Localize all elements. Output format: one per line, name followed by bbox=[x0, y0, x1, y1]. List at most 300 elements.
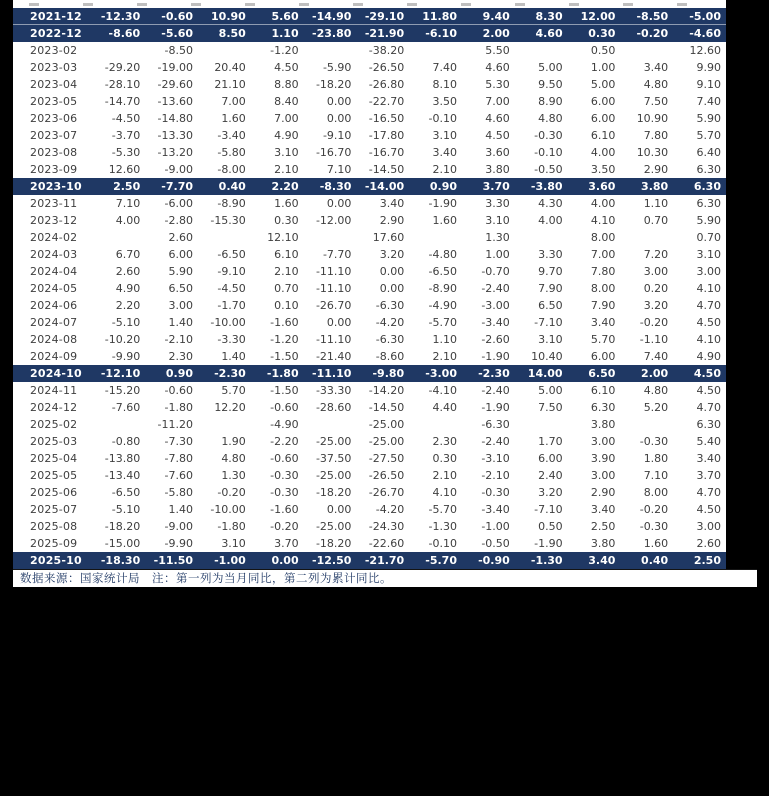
value-cell: -26.70 bbox=[368, 486, 405, 499]
value-cell: -1.00 bbox=[214, 554, 246, 567]
value-cell: 4.50 bbox=[274, 61, 299, 74]
date-cell: 2023-09 bbox=[30, 163, 78, 176]
value-cell: -28.60 bbox=[315, 401, 352, 414]
value-cell: 2.00 bbox=[482, 27, 510, 40]
value-cell: 2.60 bbox=[696, 537, 721, 550]
value-cell: 3.30 bbox=[485, 197, 510, 210]
value-cell: 7.20 bbox=[643, 248, 669, 261]
value-cell: -4.20 bbox=[375, 503, 405, 516]
value-cell: 5.70 bbox=[696, 129, 721, 142]
value-cell: 4.00 bbox=[115, 214, 141, 227]
date-cell: 2024-12 bbox=[30, 401, 78, 414]
value-cell: 4.00 bbox=[590, 197, 616, 210]
value-cell: -0.20 bbox=[639, 503, 669, 516]
value-cell: 4.50 bbox=[485, 129, 510, 142]
date-cell: 2024-11 bbox=[30, 384, 78, 397]
value-cell: 3.00 bbox=[590, 435, 616, 448]
date-cell: 2023-08 bbox=[30, 146, 78, 159]
date-cell: 2025-05 bbox=[30, 469, 78, 482]
value-cell: 7.80 bbox=[590, 265, 616, 278]
date-cell: 2025-03 bbox=[30, 435, 78, 448]
value-cell: -16.50 bbox=[368, 112, 405, 125]
value-cell: 6.00 bbox=[590, 95, 616, 108]
value-cell: 1.10 bbox=[643, 197, 669, 210]
value-cell: 0.30 bbox=[588, 27, 616, 40]
value-cell: 4.80 bbox=[221, 452, 246, 465]
table-row bbox=[13, 8, 726, 25]
value-cell: -0.70 bbox=[481, 265, 510, 278]
value-cell: 2.10 bbox=[274, 265, 299, 278]
value-cell: 0.00 bbox=[379, 265, 405, 278]
value-cell: 4.70 bbox=[696, 401, 721, 414]
value-cell: 5.60 bbox=[271, 10, 299, 23]
date-cell: 2025-09 bbox=[30, 537, 78, 550]
value-cell: 4.60 bbox=[485, 112, 510, 125]
value-cell: -33.30 bbox=[315, 384, 352, 397]
value-cell: 3.10 bbox=[274, 146, 299, 159]
value-cell: 7.10 bbox=[115, 197, 141, 210]
value-cell: -3.70 bbox=[111, 129, 141, 142]
value-cell: 6.30 bbox=[696, 163, 721, 176]
value-cell: 9.90 bbox=[696, 61, 721, 74]
value-cell: 6.50 bbox=[538, 299, 563, 312]
value-cell: -28.10 bbox=[104, 78, 141, 91]
value-cell: -0.60 bbox=[270, 452, 299, 465]
value-cell: 4.60 bbox=[485, 61, 510, 74]
table-row bbox=[13, 144, 726, 161]
value-cell: -0.10 bbox=[534, 146, 563, 159]
value-cell: -22.70 bbox=[368, 95, 405, 108]
value-cell: -17.80 bbox=[368, 129, 405, 142]
value-cell: -3.40 bbox=[217, 129, 246, 142]
value-cell: 5.90 bbox=[696, 112, 721, 125]
date-cell: 2022-12 bbox=[30, 27, 82, 40]
value-cell: -9.90 bbox=[111, 350, 141, 363]
value-cell: 1.30 bbox=[485, 231, 510, 244]
value-cell: 6.30 bbox=[590, 401, 616, 414]
value-cell: 4.10 bbox=[696, 282, 721, 295]
value-cell: 8.00 bbox=[590, 282, 616, 295]
table-row bbox=[13, 42, 726, 59]
value-cell: -13.30 bbox=[157, 129, 194, 142]
value-cell: -5.00 bbox=[689, 10, 721, 23]
value-cell: -7.30 bbox=[164, 435, 194, 448]
value-cell: -0.90 bbox=[478, 554, 510, 567]
value-cell: 2.60 bbox=[168, 231, 194, 244]
value-cell: 2.10 bbox=[432, 163, 457, 176]
value-cell: 6.10 bbox=[590, 129, 616, 142]
value-cell: 3.00 bbox=[696, 265, 721, 278]
value-cell: 7.10 bbox=[326, 163, 352, 176]
value-cell: 4.10 bbox=[590, 214, 616, 227]
date-cell: 2024-06 bbox=[30, 299, 78, 312]
table-row bbox=[13, 535, 726, 552]
value-cell: -8.50 bbox=[636, 10, 669, 23]
table-row bbox=[13, 331, 726, 348]
value-cell: 7.90 bbox=[538, 282, 563, 295]
value-cell: 7.90 bbox=[590, 299, 616, 312]
value-cell: -4.90 bbox=[270, 418, 299, 431]
value-cell: -14.50 bbox=[368, 401, 405, 414]
value-cell: -7.10 bbox=[534, 503, 563, 516]
table-row bbox=[13, 552, 726, 569]
table-row bbox=[13, 178, 726, 195]
date-cell: 2024-09 bbox=[30, 350, 78, 363]
value-cell: -18.30 bbox=[100, 554, 141, 567]
value-cell: -2.40 bbox=[481, 384, 510, 397]
value-cell: -6.50 bbox=[111, 486, 141, 499]
value-cell: -1.30 bbox=[428, 520, 457, 533]
value-cell: -14.70 bbox=[104, 95, 141, 108]
value-cell: -1.50 bbox=[270, 350, 299, 363]
table-row bbox=[13, 467, 726, 484]
table-row bbox=[13, 484, 726, 501]
value-cell: -14.20 bbox=[368, 384, 405, 397]
value-cell: -15.30 bbox=[210, 214, 246, 227]
date-cell: 2023-11 bbox=[30, 197, 78, 210]
value-cell: 7.00 bbox=[485, 95, 510, 108]
value-cell: -11.10 bbox=[315, 282, 352, 295]
value-cell: -8.00 bbox=[217, 163, 246, 176]
date-cell: 2023-07 bbox=[30, 129, 78, 142]
value-cell: 5.90 bbox=[696, 214, 721, 227]
date-cell: 2024-04 bbox=[30, 265, 78, 278]
value-cell: -25.00 bbox=[315, 435, 352, 448]
value-cell: 12.60 bbox=[689, 44, 721, 57]
value-cell: 2.10 bbox=[432, 350, 457, 363]
value-cell: -13.20 bbox=[157, 146, 194, 159]
value-cell: 3.70 bbox=[274, 537, 299, 550]
value-cell: 3.20 bbox=[643, 299, 669, 312]
table-row bbox=[13, 246, 726, 263]
value-cell: -11.10 bbox=[315, 333, 352, 346]
value-cell: -2.20 bbox=[270, 435, 299, 448]
value-cell: 4.10 bbox=[432, 486, 457, 499]
value-cell: 4.50 bbox=[696, 316, 721, 329]
value-cell: 2.90 bbox=[590, 486, 616, 499]
table-row bbox=[13, 76, 726, 93]
value-cell: 2.50 bbox=[590, 520, 616, 533]
value-cell: 6.70 bbox=[115, 248, 141, 261]
value-cell: 5.30 bbox=[485, 78, 510, 91]
value-cell: 2.30 bbox=[432, 435, 457, 448]
value-cell: 3.40 bbox=[379, 197, 405, 210]
value-cell: 10.90 bbox=[211, 10, 246, 23]
value-cell: 3.40 bbox=[432, 146, 457, 159]
value-cell: 5.40 bbox=[696, 435, 721, 448]
value-cell: -5.90 bbox=[322, 61, 352, 74]
value-cell: -6.30 bbox=[375, 299, 405, 312]
value-cell: 5.50 bbox=[485, 44, 510, 57]
value-cell: 3.00 bbox=[590, 469, 616, 482]
value-cell: 5.70 bbox=[590, 333, 616, 346]
table-row bbox=[13, 433, 726, 450]
value-cell: -29.60 bbox=[157, 78, 194, 91]
value-cell: -13.40 bbox=[104, 469, 141, 482]
date-cell: 2024-02 bbox=[30, 231, 78, 244]
value-cell: 3.10 bbox=[538, 333, 563, 346]
value-cell: 0.20 bbox=[643, 282, 669, 295]
value-cell: 4.00 bbox=[538, 214, 563, 227]
value-cell: 0.00 bbox=[326, 503, 352, 516]
value-cell: 3.80 bbox=[641, 180, 669, 193]
value-cell: 3.40 bbox=[643, 61, 669, 74]
date-cell: 2023-04 bbox=[30, 78, 78, 91]
date-cell: 2025-06 bbox=[30, 486, 78, 499]
value-cell: 0.40 bbox=[641, 554, 669, 567]
value-cell: 3.50 bbox=[590, 163, 616, 176]
value-cell: 5.70 bbox=[221, 384, 246, 397]
value-cell: -10.00 bbox=[210, 316, 246, 329]
value-cell: 0.00 bbox=[326, 95, 352, 108]
value-cell: -7.80 bbox=[164, 452, 194, 465]
value-cell: 2.10 bbox=[432, 469, 457, 482]
value-cell: 4.70 bbox=[696, 486, 721, 499]
value-cell: -5.80 bbox=[164, 486, 194, 499]
value-cell: 4.90 bbox=[274, 129, 299, 142]
value-cell: -0.50 bbox=[481, 537, 510, 550]
value-cell: 3.90 bbox=[590, 452, 616, 465]
value-cell: 4.80 bbox=[643, 78, 669, 91]
value-cell: -16.70 bbox=[315, 146, 352, 159]
table-row bbox=[13, 229, 726, 246]
value-cell: 1.80 bbox=[643, 452, 669, 465]
value-cell: -0.20 bbox=[270, 520, 299, 533]
value-cell: 3.80 bbox=[590, 537, 616, 550]
table-row bbox=[13, 348, 726, 365]
value-cell: -12.00 bbox=[315, 214, 352, 227]
table-row bbox=[13, 280, 726, 297]
date-cell: 2023-03 bbox=[30, 61, 78, 74]
value-cell: 6.30 bbox=[693, 180, 721, 193]
value-cell: 1.40 bbox=[168, 503, 194, 516]
value-cell: 1.30 bbox=[221, 469, 246, 482]
value-cell: 0.30 bbox=[274, 214, 299, 227]
value-cell: -22.60 bbox=[368, 537, 405, 550]
value-cell: -13.80 bbox=[104, 452, 141, 465]
value-cell: -11.20 bbox=[157, 418, 194, 431]
value-cell: 6.00 bbox=[590, 350, 616, 363]
value-cell: 7.50 bbox=[643, 95, 669, 108]
value-cell: -0.30 bbox=[270, 486, 299, 499]
value-cell: -0.30 bbox=[639, 435, 669, 448]
value-cell: 20.40 bbox=[214, 61, 246, 74]
value-cell: -25.00 bbox=[315, 520, 352, 533]
table-row bbox=[13, 93, 726, 110]
value-cell: -14.80 bbox=[157, 112, 194, 125]
value-cell: 8.90 bbox=[538, 95, 563, 108]
value-cell: -14.50 bbox=[368, 163, 405, 176]
value-cell: 2.50 bbox=[693, 554, 721, 567]
value-cell: 0.70 bbox=[696, 231, 721, 244]
date-cell: 2021-12 bbox=[30, 10, 82, 23]
value-cell: -8.90 bbox=[217, 197, 246, 210]
value-cell: -26.80 bbox=[368, 78, 405, 91]
value-cell: 8.00 bbox=[590, 231, 616, 244]
value-cell: 0.10 bbox=[274, 299, 299, 312]
value-cell: -0.20 bbox=[636, 27, 669, 40]
value-cell: 2.60 bbox=[115, 265, 141, 278]
value-cell: -0.20 bbox=[639, 316, 669, 329]
value-cell: -1.80 bbox=[266, 367, 299, 380]
value-cell: 3.10 bbox=[485, 214, 510, 227]
value-cell: -2.10 bbox=[164, 333, 194, 346]
value-cell: -10.20 bbox=[104, 333, 141, 346]
value-cell: 14.00 bbox=[527, 367, 563, 380]
value-cell: 5.20 bbox=[643, 401, 669, 414]
value-cell: -0.60 bbox=[161, 10, 194, 23]
value-cell: 3.60 bbox=[485, 146, 510, 159]
value-cell: 7.00 bbox=[221, 95, 246, 108]
date-cell: 2024-07 bbox=[30, 316, 78, 329]
value-cell: 4.00 bbox=[590, 146, 616, 159]
value-cell: 7.10 bbox=[643, 469, 669, 482]
date-cell: 2025-10 bbox=[30, 554, 82, 567]
value-cell: -11.50 bbox=[153, 554, 194, 567]
value-cell: 1.60 bbox=[643, 537, 669, 550]
table-row bbox=[13, 416, 726, 433]
value-cell: 3.70 bbox=[482, 180, 510, 193]
value-cell: -29.20 bbox=[104, 61, 141, 74]
value-cell: 10.90 bbox=[636, 112, 669, 125]
value-cell: 8.30 bbox=[535, 10, 563, 23]
value-cell: -0.10 bbox=[428, 112, 457, 125]
value-cell: -9.10 bbox=[217, 265, 246, 278]
table-row bbox=[13, 263, 726, 280]
value-cell: -1.50 bbox=[270, 384, 299, 397]
value-cell: 1.40 bbox=[221, 350, 246, 363]
value-cell: 4.50 bbox=[696, 384, 721, 397]
value-cell: 1.70 bbox=[538, 435, 563, 448]
value-cell: -25.00 bbox=[315, 469, 352, 482]
value-cell: -0.30 bbox=[639, 520, 669, 533]
value-cell: 0.00 bbox=[326, 112, 352, 125]
value-cell: -26.70 bbox=[315, 299, 352, 312]
value-cell: 6.30 bbox=[696, 197, 721, 210]
value-cell: -9.00 bbox=[164, 520, 194, 533]
value-cell: 3.60 bbox=[588, 180, 616, 193]
date-cell: 2023-05 bbox=[30, 95, 78, 108]
value-cell: -5.10 bbox=[111, 503, 141, 516]
value-cell: 8.00 bbox=[643, 486, 669, 499]
value-cell: 5.00 bbox=[590, 78, 616, 91]
value-cell: 1.00 bbox=[485, 248, 510, 261]
value-cell: -11.10 bbox=[312, 367, 352, 380]
table-row bbox=[13, 365, 726, 382]
value-cell: 5.90 bbox=[168, 265, 194, 278]
value-cell: -1.90 bbox=[481, 350, 510, 363]
value-cell: -7.70 bbox=[322, 248, 352, 261]
value-cell: 12.20 bbox=[214, 401, 246, 414]
table-row bbox=[13, 297, 726, 314]
value-cell: -4.50 bbox=[111, 112, 141, 125]
value-cell: -0.20 bbox=[217, 486, 246, 499]
value-cell: -3.80 bbox=[530, 180, 563, 193]
value-cell: 0.50 bbox=[590, 44, 616, 57]
value-cell: 4.50 bbox=[693, 367, 721, 380]
value-cell: -0.30 bbox=[481, 486, 510, 499]
value-cell: 9.10 bbox=[696, 78, 721, 91]
value-cell: -0.60 bbox=[164, 384, 194, 397]
value-cell: 11.80 bbox=[422, 10, 457, 23]
value-cell: 2.00 bbox=[641, 367, 669, 380]
value-cell: -1.60 bbox=[270, 503, 299, 516]
value-cell: 9.70 bbox=[538, 265, 563, 278]
value-cell: -1.60 bbox=[270, 316, 299, 329]
value-cell: -1.10 bbox=[639, 333, 669, 346]
value-cell: 3.70 bbox=[696, 469, 721, 482]
value-cell: 12.10 bbox=[267, 231, 299, 244]
date-cell: 2025-07 bbox=[30, 503, 78, 516]
value-cell: -5.70 bbox=[428, 503, 457, 516]
table-row bbox=[13, 518, 726, 535]
table-row bbox=[13, 195, 726, 212]
value-cell: -21.70 bbox=[364, 554, 405, 567]
value-cell: 8.10 bbox=[432, 78, 457, 91]
value-cell: -6.50 bbox=[217, 248, 246, 261]
value-cell: 4.40 bbox=[432, 401, 457, 414]
date-cell: 2024-10 bbox=[30, 367, 82, 380]
value-cell: 1.60 bbox=[221, 112, 246, 125]
value-cell: 4.10 bbox=[696, 333, 721, 346]
value-cell: -9.10 bbox=[322, 129, 352, 142]
table-row bbox=[13, 161, 726, 178]
value-cell: 1.60 bbox=[432, 214, 457, 227]
value-cell: -27.50 bbox=[368, 452, 405, 465]
value-cell: 8.80 bbox=[274, 78, 299, 91]
value-cell: 7.40 bbox=[432, 61, 457, 74]
value-cell: -38.20 bbox=[368, 44, 405, 57]
value-cell: -1.20 bbox=[270, 44, 299, 57]
value-cell: -5.80 bbox=[217, 146, 246, 159]
value-cell: 2.90 bbox=[379, 214, 405, 227]
value-cell: 2.90 bbox=[643, 163, 669, 176]
value-cell: -21.90 bbox=[364, 27, 405, 40]
value-cell: 0.90 bbox=[429, 180, 457, 193]
value-cell: -1.90 bbox=[534, 537, 563, 550]
table-row bbox=[13, 450, 726, 467]
value-cell: 0.50 bbox=[538, 520, 563, 533]
footnote-text: 数据来源：国家统计局 注：第一列为当月同比，第二列为累计同比。 bbox=[20, 571, 392, 585]
value-cell: 17.60 bbox=[372, 231, 405, 244]
value-cell: 0.00 bbox=[379, 282, 405, 295]
value-cell: -25.00 bbox=[368, 435, 405, 448]
value-cell: -5.30 bbox=[111, 146, 141, 159]
value-cell: -15.20 bbox=[104, 384, 141, 397]
value-cell: -3.40 bbox=[481, 316, 510, 329]
value-cell: -18.20 bbox=[315, 78, 352, 91]
value-cell: 7.40 bbox=[696, 95, 721, 108]
value-cell: 2.50 bbox=[113, 180, 141, 193]
value-cell: -0.30 bbox=[534, 129, 563, 142]
value-cell: -26.50 bbox=[368, 469, 405, 482]
date-cell: 2024-08 bbox=[30, 333, 78, 346]
value-cell: 4.80 bbox=[643, 384, 669, 397]
value-cell: -6.50 bbox=[428, 265, 457, 278]
value-cell: -7.60 bbox=[111, 401, 141, 414]
value-cell: 0.30 bbox=[432, 452, 457, 465]
value-cell: -9.80 bbox=[372, 367, 405, 380]
value-cell: -4.60 bbox=[689, 27, 721, 40]
value-cell: 2.20 bbox=[115, 299, 141, 312]
value-cell: 4.30 bbox=[538, 197, 563, 210]
value-cell: 3.80 bbox=[485, 163, 510, 176]
value-cell: 3.10 bbox=[696, 248, 721, 261]
value-cell: 2.20 bbox=[271, 180, 299, 193]
value-cell: 8.50 bbox=[218, 27, 246, 40]
value-cell: -2.40 bbox=[481, 435, 510, 448]
value-cell: -3.30 bbox=[217, 333, 246, 346]
